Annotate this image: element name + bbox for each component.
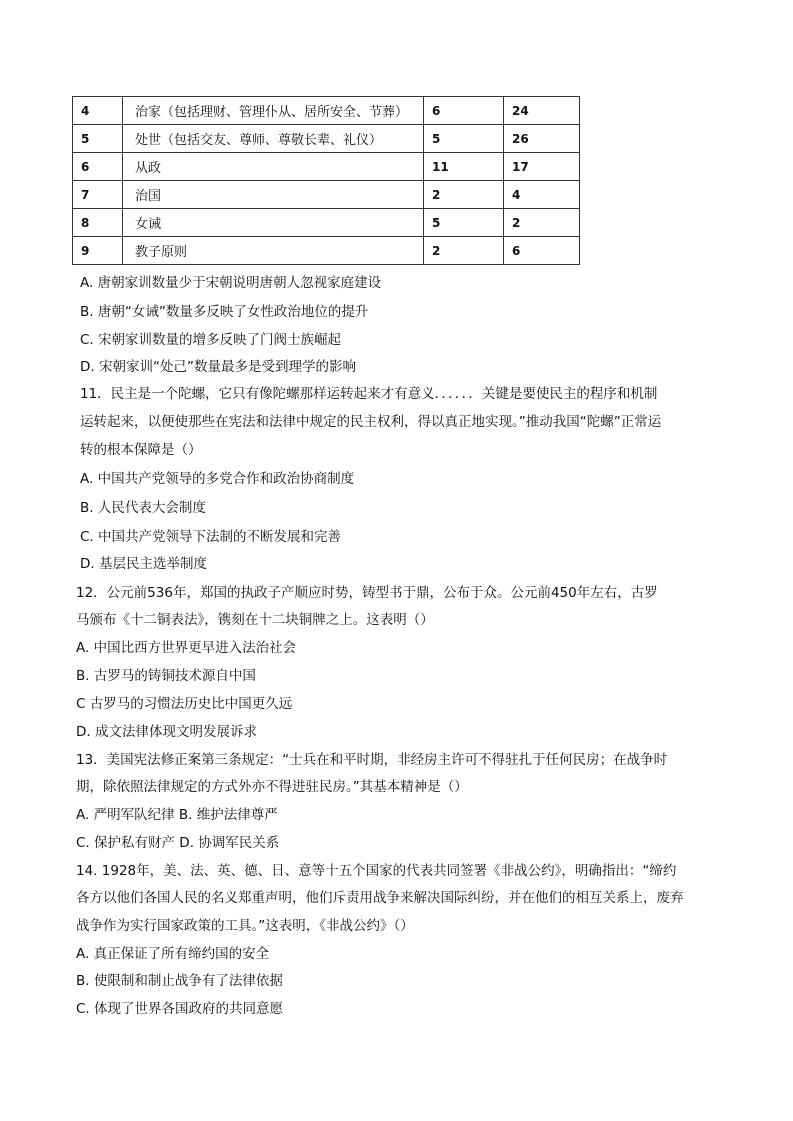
table-row [73,237,580,265]
row-number: 5 [73,125,123,153]
q10-option-a: A. 唐朝家训数量少于宋朝说明唐朝人忽视家庭建设 [80,275,382,291]
q13-stem-line-2: 期，除依照法律规定的方式外亦不得进驻民房。”其基本精神是（） [76,779,468,795]
row-number: 4 [73,97,123,125]
q12-option-a: A. 中国比西方世界更早进入法治社会 [76,640,297,656]
row-value-b: 26 [504,125,580,153]
q13-stem-line-1: 13．美国宪法修正案第三条规定：“士兵在和平时期，非经房主许可不得驻扎于任何民房；在战争时 [76,752,668,768]
q14-stem-line-1: 14. 1928年，美、法、英、德、日、意等十五个国家的代表共同签署《非战公约》，明确指出：“缔约 [76,863,677,879]
q12-option-d: D. 成文法律体现文明发展诉求 [76,724,257,740]
q14-stem-line-2: 各方以他们各国人民的名义郑重声明，他们斥责用战争来解决国际纠纷，并在他们的相互关系上，废弃 [76,890,684,906]
q11-option-b: B. 人民代表大会制度 [80,500,206,516]
q11-stem-line-1: 11．民主是一个陀螺，它只有像陀螺那样运转起来才有意义．．．．．．关键是要使民主的程序和机制 [80,386,658,402]
row-number: 8 [73,209,123,237]
q14-option-a: A. 真正保证了所有缔约国的安全 [76,946,270,962]
q11-stem-line-3: 转的根本保障是（） [80,442,202,458]
row-item: 治家（包括理财、管理仆从、居所安全、节葬） [123,97,424,125]
q14-stem-line-3: 战争作为实行国家政策的工具。”这表明，《非战公约》（） [76,918,414,934]
row-value-b: 6 [504,237,580,265]
row-value-a: 6 [424,97,504,125]
row-value-b: 17 [504,153,580,181]
q10-option-b: B. 唐朝“女诫”数量多反映了女性政治地位的提升 [80,304,369,320]
row-value-a: 2 [424,181,504,209]
row-item: 从政 [123,153,424,181]
row-item: 教子原则 [123,237,424,265]
row-value-a: 5 [424,209,504,237]
q14-option-b: B. 使限制和制止战争有了法律依据 [76,973,283,989]
q12-stem-line-1: 12．公元前536年，郑国的执政子产顺应时势，铸型书于鼎，公布于众。公元前450年左右，古罗 [76,585,658,601]
row-number: 9 [73,237,123,265]
row-value-a: 2 [424,237,504,265]
data-table [72,96,580,265]
table-row [73,181,580,209]
row-item: 女诫 [123,209,424,237]
q11-option-a: A. 中国共产党领导的多党合作和政治协商制度 [80,471,355,487]
table-row [73,209,580,237]
q13-options-cd: C. 保护私有财产 D. 协调军民关系 [76,835,280,851]
q11-option-c: C. 中国共产党领导下法制的不断发展和完善 [80,529,342,545]
row-item: 处世（包括交友、尊师、尊敬长辈、礼仪） [123,125,424,153]
table-row [73,153,580,181]
row-number: 7 [73,181,123,209]
row-item: 治国 [123,181,424,209]
row-value-b: 24 [504,97,580,125]
q11-option-d: D. 基层民主选举制度 [80,556,207,572]
row-number: 6 [73,153,123,181]
row-value-a: 5 [424,125,504,153]
table-row [73,125,580,153]
q12-stem-line-2: 马颁布《十二铜表法》，镌刻在十二块铜牌之上。这表明（） [76,612,434,628]
table-row [73,97,580,125]
q10-option-c: C. 宋朝家训数量的增多反映了门阀士族崛起 [80,332,342,348]
q12-option-b: B. 古罗马的铸铜技术源自中国 [76,668,256,684]
row-value-a: 11 [424,153,504,181]
q14-option-c: C. 体现了世界各国政府的共同意愿 [76,1001,284,1017]
q13-options-ab: A. 严明军队纪律 B. 维护法律尊严 [76,807,278,823]
q10-option-d: D. 宋朝家训“处己”数量最多是受到理学的影响 [80,359,356,375]
q12-option-c: C 古罗马的习惯法历史比中国更久远 [76,696,293,712]
row-value-b: 4 [504,181,580,209]
row-value-b: 2 [504,209,580,237]
q11-stem-line-2: 运转起来，以便使那些在宪法和法律中规定的民主权利，得以真正地实现。”推动我国“陀螺”正常运 [80,414,662,430]
